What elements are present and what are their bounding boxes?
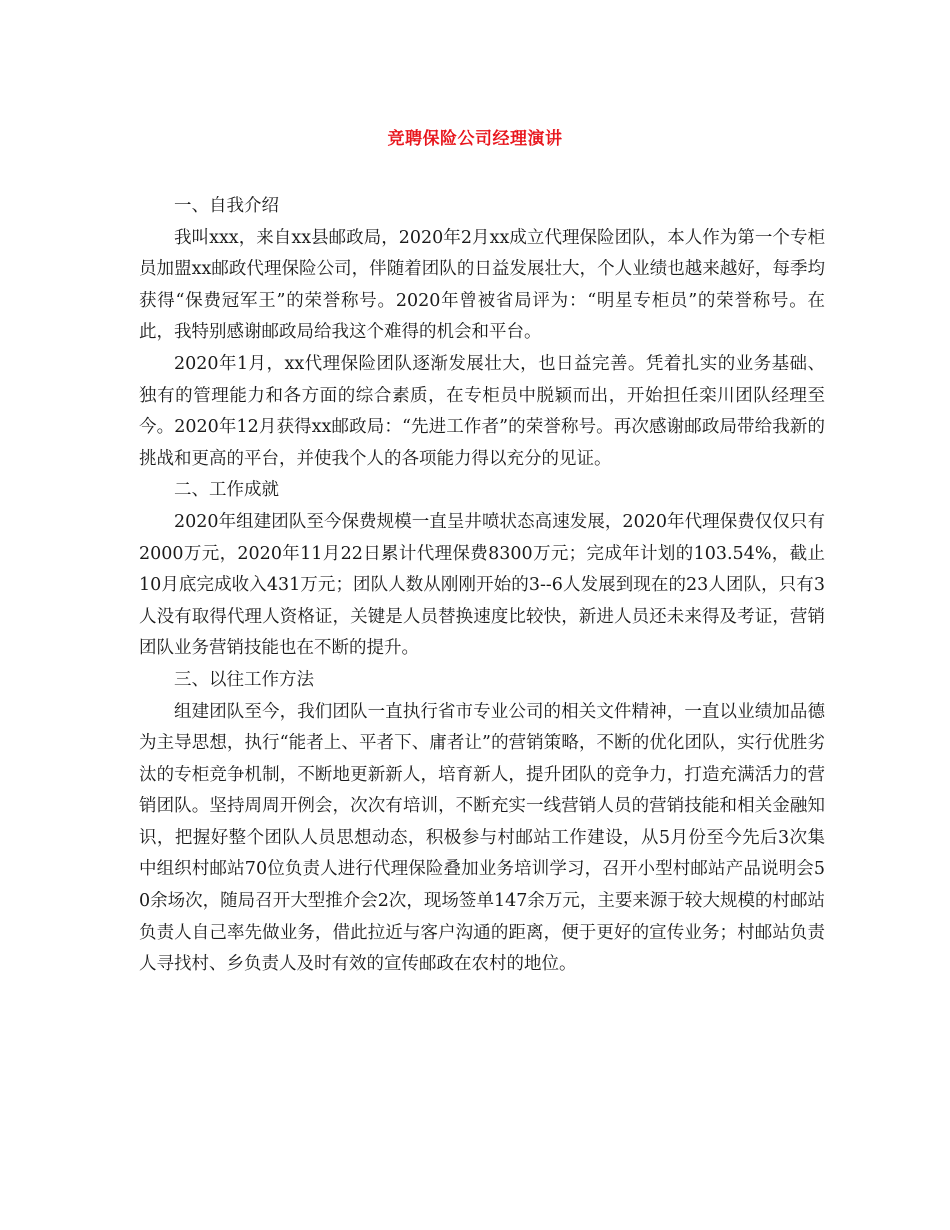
section-heading-self-intro: 一、自我介绍	[174, 196, 279, 216]
section-heading-methods: 三、以往工作方法	[174, 669, 314, 690]
paragraph: 2020年1月，xx代理保险团队逐渐发展壮大，也日益完善。凭着扎实的业务基础、独有的管理能力和各方面的综合素质，在专柜员中脱颖而出，开始担任栾川团队经理至今。2020年12月获得xx邮政局：“先进工作者”的荣誉称号。再次感谢邮政局带给我新的挑战和更高的平台，并使我个人的各项能力得以充分的见证。	[139, 353, 825, 469]
paragraph: 我叫xxx，来自xx县邮政局，2020年2月xx成立代理保险团队，本人作为第一个专柜员加盟xx邮政代理保险公司，伴随着团队的日益发展壮大，个人业绩也越来越好，每季均获得“保费冠军王”的荣誉称号。2020年曾被省局评为：“明星专柜员”的荣誉称号。在此，我特别感谢邮政局给我这个难得的机会和平台。	[139, 227, 825, 343]
paragraph: 组建团队至今，我们团队一直执行省市专业公司的相关文件精神，一直以业绩加品德为主导思想，执行“能者上、平者下、庸者让”的营销策略，不断的优化团队，实行优胜劣汰的专柜竞争机制，不断地更新新人，培育新人，提升团队的竞争力，打造充满活力的营销团队。坚持周周开例会，次次有培训，不断充实一线营销人员的营销技能和相关金融知识，把握好整个团队人员思想动态，积极参与村邮站工作建设，从5月份至今先后3次集中组织村邮站70位负责人进行代理保险叠加业务培训学习，召开小型村邮站产品说明会50余场次，随局召开大型推介会2次，现场签单147余万元，主要来源于较大规模的村邮站负责人自己率先做业务，借此拉近与客户沟通的距离，便于更好的宣传业务；村邮站负责人寻找村、乡负责人及时有效的宣传邮政在农村的地位。	[139, 701, 825, 975]
section-heading-achievements: 二、工作成就	[174, 480, 279, 501]
paragraph: 2020年组建团队至今保费规模一直呈井喷状态高速发展，2020年代理保费仅仅只有2000万元，2020年11月22日累计代理保费8300万元；完成年计划的103.54%，截止10月底完成收入431万元；团队人数从刚刚开始的3--6人发展到现在的23人团队，只有3人没有取得代理人资格证，关键是人员替换速度比较快，新进人员还未来得及考证，营销团队业务营销技能也在不断的提升。	[139, 511, 825, 659]
document-title: 竞聘保险公司经理演讲	[387, 129, 563, 149]
document-body	[139, 191, 825, 981]
